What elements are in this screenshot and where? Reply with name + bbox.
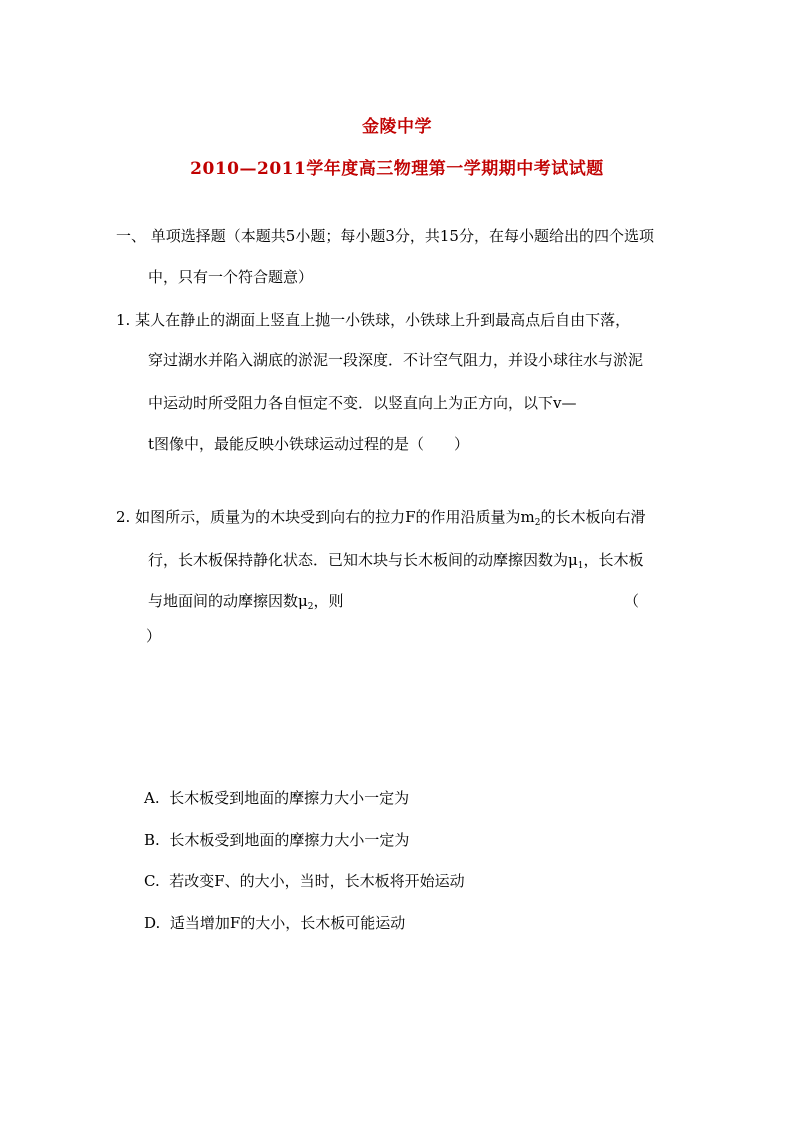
question-2-line3-a: 与地面间的动摩擦因数μ	[148, 592, 308, 610]
option-c-label: C.	[144, 872, 160, 890]
question-1-number: 1.	[116, 311, 131, 329]
answer-paren-close: ）	[146, 627, 162, 645]
exam-title: 2010—2011学年度高三物理第一学期期中考试试题	[190, 159, 604, 179]
question-2-line2-a: 行，长木板保持静化状态．已知木块与长木板间的动摩擦因数为μ	[148, 551, 578, 569]
question-1-line2: 穿过湖水并陷入湖底的淤泥一段深度．不计空气阻力，并设小球往水与淤泥	[148, 351, 644, 369]
question-2-line1-a: 如图所示，质量为的木块受到向右的拉力F的作用沿质量为m	[135, 508, 535, 526]
question-2-line3-sub: 2	[307, 602, 314, 612]
option-d	[144, 913, 405, 933]
option-c	[144, 871, 465, 891]
question-1-line1: 某人在静止的湖面上竖直上抛一小铁球，小铁球上升到最高点后自由下落，	[135, 311, 631, 329]
option-b-text: 长木板受到地面的摩擦力大小一定为	[169, 831, 410, 849]
question-1	[116, 310, 630, 330]
question-1-line4: t图像中，最能反映小铁球运动过程的是（ ）	[148, 435, 470, 453]
option-b	[144, 830, 409, 850]
question-2-line2-sub: 1	[577, 561, 584, 571]
section-text-line1: 单项选择题（本题共5小题；每小题3分，共15分，在每小题给出的四个选项	[150, 227, 654, 245]
option-c-text: 若改变F、的大小，当时，长木板将开始运动	[169, 872, 465, 890]
section-number: 一、	[116, 227, 147, 245]
option-a	[144, 788, 409, 808]
question-2-line3-b: ，则	[313, 592, 344, 610]
option-a-text: 长木板受到地面的摩擦力大小一定为	[169, 789, 410, 807]
option-a-label: A.	[144, 789, 160, 807]
question-2-line2-b: ，长木板	[583, 551, 644, 569]
question-2	[116, 507, 645, 527]
option-d-label: D.	[144, 914, 161, 932]
question-2-line1-sub: 2	[534, 518, 541, 528]
question-1-line3: 中运动时所受阻力各自恒定不变．以竖直向上为正方向，以下v—	[148, 394, 577, 412]
section-text-line2: 中，只有一个符合题意）	[148, 268, 314, 286]
question-2-line3	[148, 591, 344, 611]
section-heading	[116, 226, 654, 246]
question-2-line1-b: 的长木板向右滑	[540, 508, 646, 526]
school-title: 金陵中学	[362, 117, 432, 137]
option-d-text: 适当增加F的大小，长木板可能运动	[169, 914, 406, 932]
option-b-label: B.	[144, 831, 160, 849]
question-2-number: 2.	[116, 508, 131, 526]
answer-paren-open: （	[624, 592, 640, 610]
question-2-line2	[148, 550, 644, 570]
